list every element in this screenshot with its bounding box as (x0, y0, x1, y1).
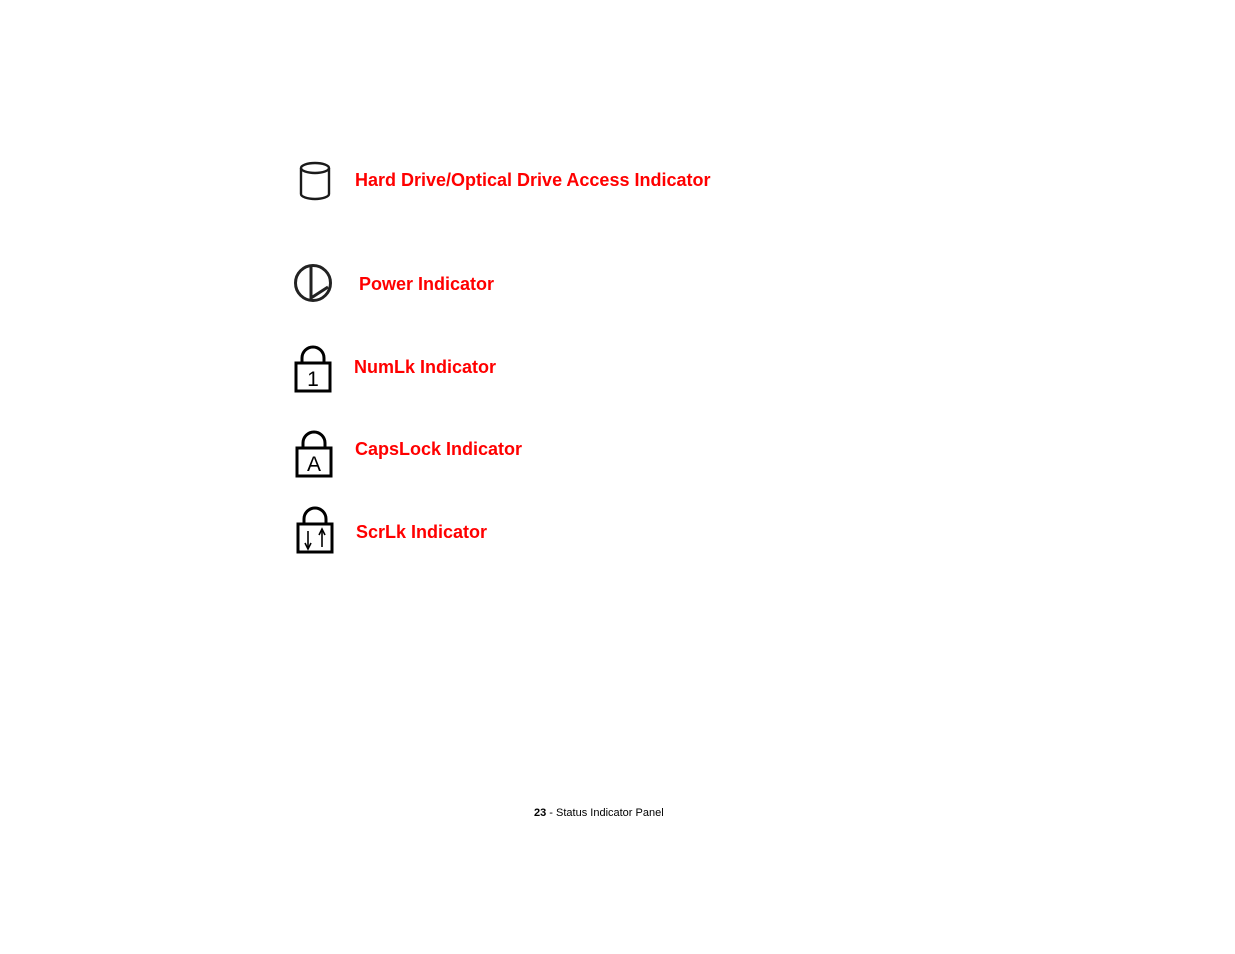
capslock-glyph: A (306, 453, 322, 476)
numlock-glyph: 1 (307, 368, 319, 391)
numlock-padlock-icon (294, 346, 332, 394)
numlk-indicator-label: NumLk Indicator (354, 357, 497, 377)
section-title: Status Indicator Panel (556, 807, 664, 819)
capslock-padlock-icon (295, 431, 333, 479)
scrolllock-padlock-icon (296, 507, 334, 555)
footer-separator: - (546, 807, 557, 819)
scrlk-indicator-label: ScrLk Indicator (356, 522, 488, 542)
power-icon (293, 263, 333, 303)
drive-indicator-label: Hard Drive/Optical Drive Access Indicator (355, 170, 711, 190)
page-number: 23 (534, 807, 547, 819)
power-indicator-label: Power Indicator (359, 274, 495, 294)
page-footer (534, 806, 664, 820)
drive-cylinder-icon (299, 161, 331, 201)
capslock-indicator-label: CapsLock Indicator (355, 439, 523, 459)
